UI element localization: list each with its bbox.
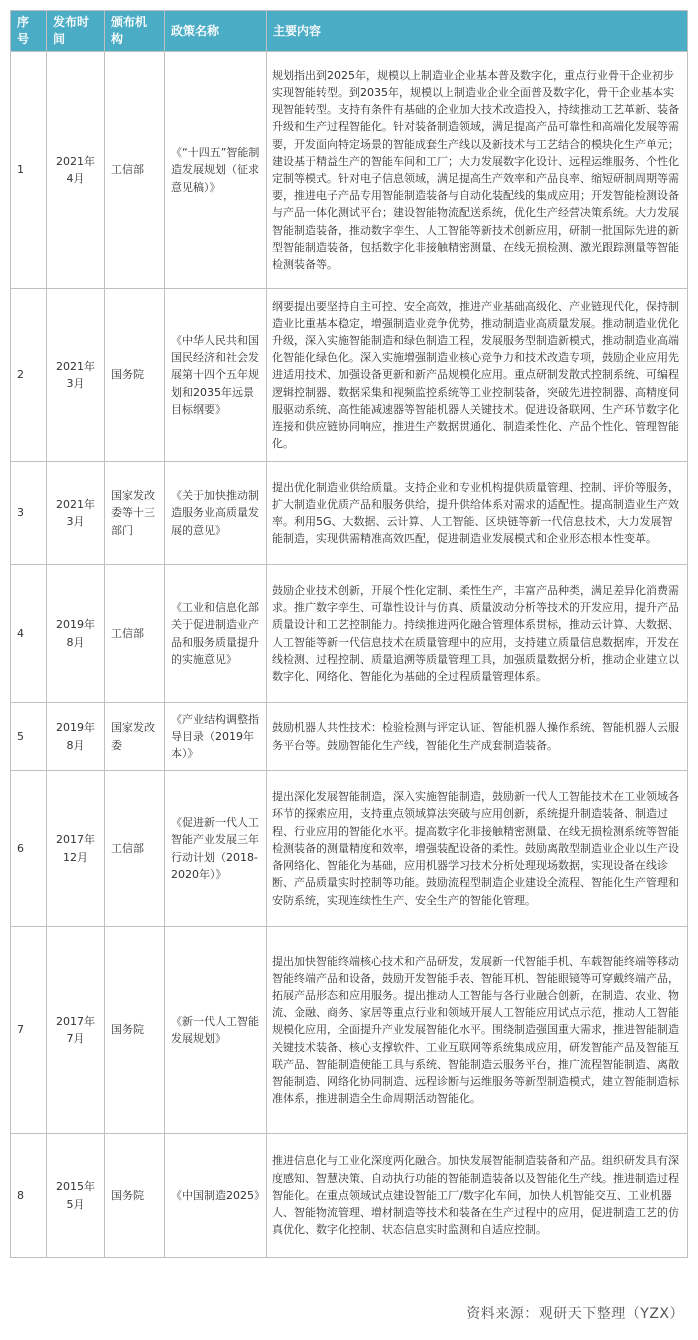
table-row bbox=[11, 771, 688, 927]
row-content: 规划指出到2025年，规模以上制造业企业基本普及数字化，重点行业骨干企业初步实现智能转型。到2035年，规模以上制造业企业全面普及数字化，骨干企业基本实现智能转型。支持有条件有基础的企业加大技术改造投入，持续推动工艺革新、装备升级和生产过程智能化。针对装备制造领域，满足提高产品可靠性和高端化发展等需要，开发面向特定场景的智能成套生产线以及新技术与工艺结合的模块化生产单元；建设基于精益生产的智能车间和工厂；大力发展数字化设计、远程运维服务、个性化定制等模式。针对电子信息领域，满足提高生产效率和产品良率、缩短研制周期等需要，推进电子产品专用智能制造装备与自动化装配线的集成应用；开发智能检测设备与产品一体化测试平台；建设智能物流配送系统，优化生产经营决策系统。大力发展智能制造装备，推动数字孪生、人工智能等新技术创新应用，研制一批国际先进的新型智能制造装备，包括数字化非接触精密测量、在线无损检测、激光跟踪测量等智能检测装备等。 bbox=[267, 52, 688, 289]
row-date: 2017年12月 bbox=[47, 771, 105, 927]
row-number: 4 bbox=[11, 565, 47, 703]
table-header-row bbox=[11, 11, 688, 52]
row-number: 3 bbox=[11, 462, 47, 565]
table-row bbox=[11, 1134, 688, 1258]
row-number: 7 bbox=[11, 927, 47, 1134]
row-date: 2019年8月 bbox=[47, 565, 105, 703]
policy-table bbox=[10, 10, 688, 1258]
header-org: 颁布机构 bbox=[105, 11, 165, 52]
row-number: 6 bbox=[11, 771, 47, 927]
header-no: 序号 bbox=[11, 11, 47, 52]
header-content: 主要内容 bbox=[267, 11, 688, 52]
row-policy-name: 《中国制造2025》 bbox=[165, 1134, 267, 1258]
row-org: 工信部 bbox=[105, 771, 165, 927]
row-date: 2021年4月 bbox=[47, 52, 105, 289]
row-content: 鼓励机器人共性技术：检验检测与评定认证、智能机器人操作系统、智能机器人云服务平台等。鼓励智能化生产线，智能化生产成套制造装备。 bbox=[267, 703, 688, 771]
row-content: 提出深化发展智能制造，深入实施智能制造，鼓励新一代人工智能技术在工业领域各环节的探索应用，支持重点领域算法突破与应用创新，系统提升制造装备、制造过程、行业应用的智能化水平。提高数字化非接触精密测量、在线无损检测系统等智能检测装备的测量精度和效率，增强装配设备的柔性。鼓励离散型制造业企业以生产设备网络化、智能化为基础，应用机器学习技术分析处理现场数据，实现设备在线诊断、产品质量实时控制等功能。鼓励流程型制造企业建设全流程、智能化生产管理和安防系统，实现连续性生产、安全生产的智能化管理。 bbox=[267, 771, 688, 927]
table-row bbox=[11, 462, 688, 565]
row-content: 提出优化制造业供给质量。支持企业和专业机构提供质量管理、控制、评价等服务，扩大制造业优质产品和服务供给，提升供给体系对需求的适配性。提高制造业生产效率。利用5G、大数据、云计算、人工智能、区块链等新一代信息技术，大力发展智能制造，实现供需精准高效匹配，促进制造业发展模式和企业形态根本性变革。 bbox=[267, 462, 688, 565]
header-name: 政策名称 bbox=[165, 11, 267, 52]
row-date: 2021年3月 bbox=[47, 289, 105, 462]
row-date: 2017年7月 bbox=[47, 927, 105, 1134]
row-org: 国务院 bbox=[105, 927, 165, 1134]
row-policy-name: 《关于加快推动制造服务业高质量发展的意见》 bbox=[165, 462, 267, 565]
table-row bbox=[11, 289, 688, 462]
row-org: 国家发改委 bbox=[105, 703, 165, 771]
table-row bbox=[11, 703, 688, 771]
row-content: 提出加快智能终端核心技术和产品研发，发展新一代智能手机、车载智能终端等移动智能终端产品和设备，鼓励开发智能手表、智能耳机、智能眼镜等可穿戴终端产品，拓展产品形态和应用服务。提出推动人工智能与各行业融合创新，在制造、农业、物流、金融、商务、家居等重点行业和领域开展人工智能应用试点示范，推动人工智能规模化应用，全面提升产业发展智能化水平。围绕制造强国重大需求，推进智能制造关键技术装备、核心支撑软件、工业互联网等系统集成应用，研发智能产品及智能互联产品、智能制造使能工具与系统、智能制造云服务平台，推广流程智能制造、离散智能制造、网络化协同制造、远程诊断与运维服务等新型制造模式，建立智能制造标准体系，推进制造全生命周期活动智能化。 bbox=[267, 927, 688, 1134]
table-row bbox=[11, 565, 688, 703]
row-org: 国务院 bbox=[105, 289, 165, 462]
row-number: 5 bbox=[11, 703, 47, 771]
source-note: 资料来源：观研天下整理（YZX） bbox=[466, 1306, 684, 1322]
row-org: 国家发改委等十三部门 bbox=[105, 462, 165, 565]
row-policy-name: 《促进新一代人工智能产业发展三年行动计划（2018-2020年）》 bbox=[165, 771, 267, 927]
row-date: 2019年8月 bbox=[47, 703, 105, 771]
row-org: 工信部 bbox=[105, 565, 165, 703]
table-row bbox=[11, 927, 688, 1134]
row-org: 国务院 bbox=[105, 1134, 165, 1258]
row-policy-name: 《“十四五”智能制造发展规划（征求意见稿）》 bbox=[165, 52, 267, 289]
row-policy-name: 《新一代人工智能发展规划》 bbox=[165, 927, 267, 1134]
row-content: 纲要提出要坚持自主可控、安全高效，推进产业基础高级化、产业链现代化，保持制造业比重基本稳定，增强制造业竞争优势，推动制造业高质量发展。推动制造业优化升级，深入实施智能制造和绿色制造工程，发展服务型制造新模式，推动制造业高端化智能化绿色化。深入实施增强制造业核心竞争力和技术改造专项，鼓励企业应用先进适用技术、加强设备更新和新产品规模化应用。重点研制发散式控制系统、可编程逻辑控制器、数据采集和视频监控系统等工业控制装备，突破先进控制器、高精度伺服驱动系统、高性能减速器等智能机器人关键技术。促进设备联网、生产环节数字化连接和供应链协同响应，推进生产数据贯通化、制造柔性化、产品个性化、管理智能化。 bbox=[267, 289, 688, 462]
row-policy-name: 《产业结构调整指导目录（2019年本）》 bbox=[165, 703, 267, 771]
row-content: 推进信息化与工业化深度两化融合。加快发展智能制造装备和产品。组织研发具有深度感知、智慧决策、自动执行功能的智能制造装备以及智能化生产线。推进制造过程智能化。在重点领域试点建设智能工厂/数字化车间，加快人机智能交互、工业机器人、智能物流管理、增材制造等技术和装备在生产过程中的应用，促进制造工艺的仿真优化、数字化控制、状态信息实时监测和自适应控制。 bbox=[267, 1134, 688, 1258]
row-org: 工信部 bbox=[105, 52, 165, 289]
row-policy-name: 《中华人民共和国国民经济和社会发展第十四个五年规划和2035年远景目标纲要》 bbox=[165, 289, 267, 462]
row-policy-name: 《工业和信息化部关于促进制造业产品和服务质量提升的实施意见》 bbox=[165, 565, 267, 703]
row-date: 2015年5月 bbox=[47, 1134, 105, 1258]
row-content: 鼓励企业技术创新，开展个性化定制、柔性生产，丰富产品种类，满足差异化消费需求。推广数字孪生、可靠性设计与仿真、质量波动分析等技术的开发应用，提升产品质量设计和工艺控制能力。持续推进两化融合管理体系贯标，推动云计算、大数据、人工智能等新一代信息技术在质量管理中的应用，支持建立质量信息数据库，开发在线检测、过程控制、质量追溯等质量管理工具，加强质量数据分析，推动企业建立以数字化、网络化、智能化为基础的全过程质量管理体系。 bbox=[267, 565, 688, 703]
row-date: 2021年3月 bbox=[47, 462, 105, 565]
header-date: 发布时间 bbox=[47, 11, 105, 52]
row-number: 8 bbox=[11, 1134, 47, 1258]
table-row bbox=[11, 52, 688, 289]
row-number: 1 bbox=[11, 52, 47, 289]
row-number: 2 bbox=[11, 289, 47, 462]
